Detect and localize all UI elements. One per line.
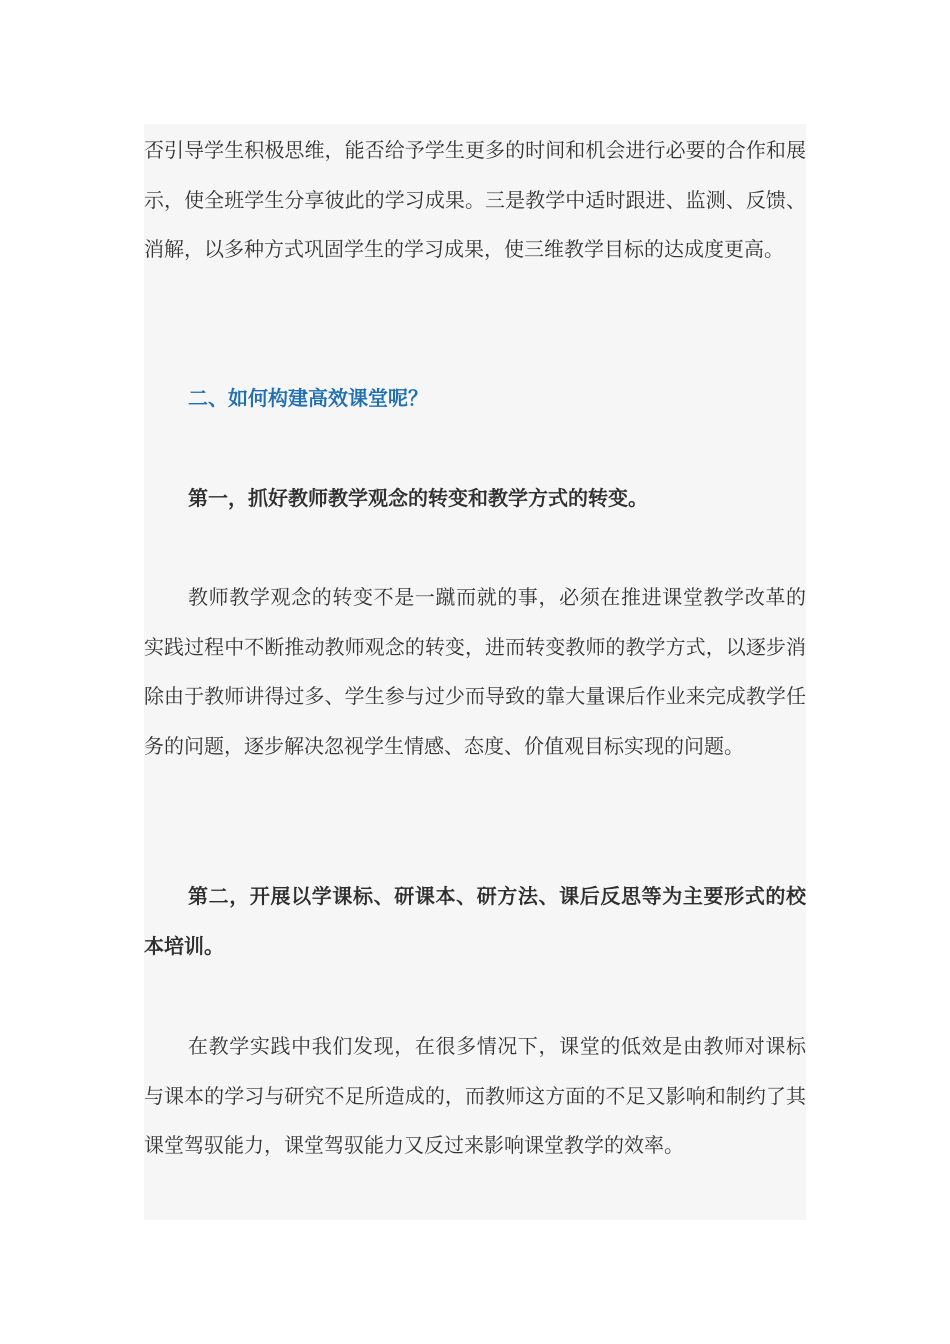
- point1-heading: 第一，抓好教师教学观念的转变和教学方式的转变。: [188, 486, 648, 510]
- section-heading: 二、如何构建高效课堂呢？: [188, 386, 428, 410]
- point2-heading: 第二，开展以学课标、研课本、研方法、课后反思等为主要形式的校本培训。: [144, 884, 806, 958]
- intro-paragraph: 否引导学生积极思维，能否给予学生更多的时间和机会进行必要的合作和展示，使全班学生分享彼此的学习成果。三是教学中适时跟进、监测、反馈、消解，以多种方式巩固学生的学习成果，使三维教学目标的达成度更高。: [144, 138, 806, 261]
- point2-body-paragraph: 在教学实践中我们发现，在很多情况下，课堂的低效是由教师对课标与课本的学习与研究不足所造成的，而教师这方面的不足又影响和制约了其课堂驾驭能力，课堂驾驭能力又反过来影响课堂教学的效率。: [144, 1034, 806, 1157]
- point1-body-paragraph: 教师教学观念的转变不是一蹴而就的事，必须在推进课堂教学改革的实践过程中不断推动教师观念的转变，进而转变教师的教学方式，以逐步消除由于教师讲得过多、学生参与过少而导致的靠大量课后作业来完成教学任务的问题，逐步解决忽视学生情感、态度、价值观目标实现的问题。: [144, 585, 806, 758]
